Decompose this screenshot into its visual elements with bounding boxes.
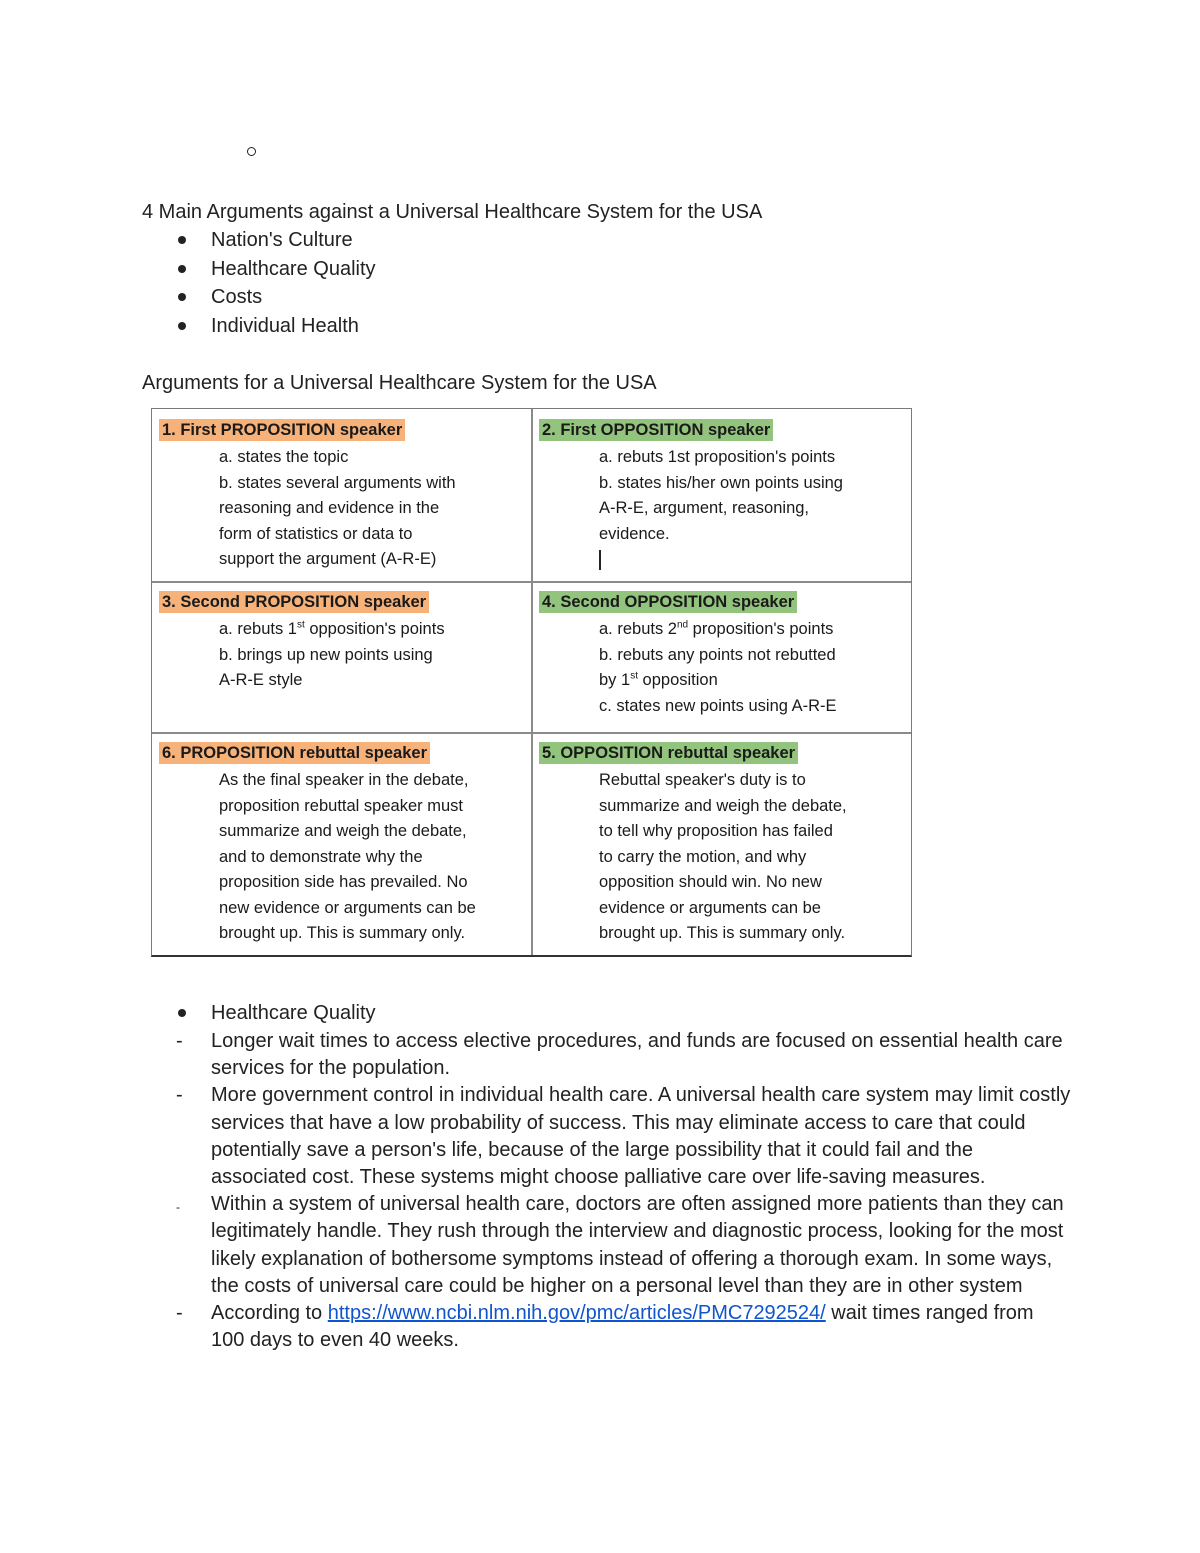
cell-body: a. rebuts 1st opposition's points b. brings up new points using A-R-E style xyxy=(219,619,445,689)
cell-body: Rebuttal speaker's duty is to summarize and weigh the debate, to tell why proposition has failed to carry the motion, and why opposition should win. No new evidence or arguments can be brought up. This is summary only. xyxy=(599,771,847,942)
arguments-for-heading: Arguments for a Universal Healthcare System for the USA xyxy=(142,372,657,394)
bullet-icon xyxy=(178,236,186,244)
list-item: Nation's Culture xyxy=(142,226,376,255)
list-item: - More government control in individual health care. A universal health care system may limit costly services that have a low probability of success. This may eliminate access to care that could potentially save a person's life, because of the large possibility that it could fail and the associated cost. These systems might choose palliative care over life-saving measures. xyxy=(176,1084,1071,1189)
stray-circle-symbol xyxy=(247,147,256,156)
list-item: - According to https://www.ncbi.nlm.nih.gov/pmc/articles/PMC7292524/ wait times ranged from 100 days to even 40 weeks. xyxy=(176,1302,1034,1352)
cell-title: 1. First PROPOSITION speaker xyxy=(159,419,405,441)
list-item: - Within a system of universal health care, doctors are often assigned more patients than they can legitimately handle. They rush through the interview and diagnostic process, looking for the most likely explanation of bothersome symptoms instead of offering a thorough exam. In some ways, the costs of universal care could be higher on a personal level than they are in other system xyxy=(176,1193,1064,1297)
bullet-icon xyxy=(178,293,186,301)
cell-body: a. rebuts 2nd proposition's points b. rebuts any points not rebutted by 1st opposition c. states new points using A-R-E xyxy=(599,619,837,715)
bullet-icon xyxy=(178,1009,186,1017)
table-divider xyxy=(152,581,911,583)
ncbi-article-link[interactable]: https://www.ncbi.nlm.nih.gov/pmc/articles/PMC7292524/ xyxy=(327,1302,826,1325)
bullet-icon xyxy=(178,322,186,330)
cell-title: 6. PROPOSITION rebuttal speaker xyxy=(159,742,430,764)
list-item: Individual Health xyxy=(142,312,376,341)
arguments-against-list xyxy=(142,226,376,341)
debate-format-table-image xyxy=(151,408,912,957)
list-item: Healthcare Quality xyxy=(142,255,376,284)
cell-title: 3. Second PROPOSITION speaker xyxy=(159,591,429,613)
healthcare-quality-points xyxy=(142,1028,1072,1354)
cell-body: a. rebuts 1st proposition's points b. states his/her own points using A-R-E, argument, reasoning, evidence. xyxy=(599,445,843,573)
cell-title: 4. Second OPPOSITION speaker xyxy=(539,591,797,613)
list-item: - Longer wait times to access elective procedures, and funds are focused on essential health care services for the population. xyxy=(176,1030,1063,1080)
cell-title: 5. OPPOSITION rebuttal speaker xyxy=(539,742,798,764)
arguments-against-heading: 4 Main Arguments against a Universal Healthcare System for the USA xyxy=(142,201,763,223)
cell-title: 2. First OPPOSITION speaker xyxy=(539,419,773,441)
cell-body: As the final speaker in the debate, proposition rebuttal speaker must summarize and weigh the debate, and to demonstrate why the proposition side has prevailed. No new evidence or arguments can be brought up. This is summary only. xyxy=(219,771,476,942)
cell-body: a. states the topic b. states several arguments with reasoning and evidence in the form of statistics or data to support the argument (A-R-E) xyxy=(219,448,456,568)
text-cursor xyxy=(599,550,601,570)
list-item: Costs xyxy=(142,283,376,312)
bullet-icon xyxy=(178,265,186,273)
list-item: Healthcare Quality xyxy=(142,999,376,1028)
table-divider xyxy=(152,732,911,734)
healthcare-quality-bullet xyxy=(142,999,376,1028)
table-divider xyxy=(531,409,533,955)
